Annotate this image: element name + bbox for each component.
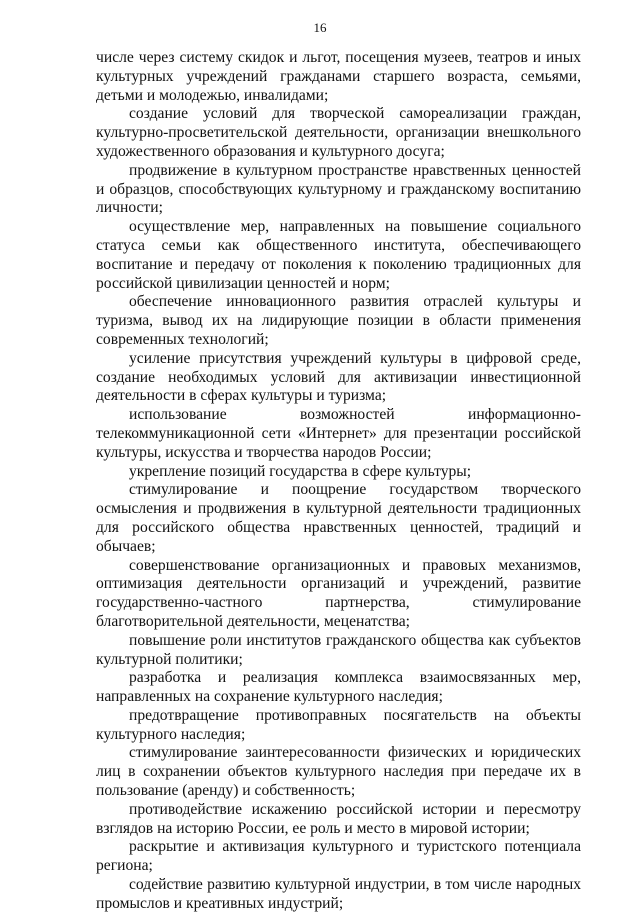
paragraph: осуществление мер, направленных на повышение социального статуса семьи как общественного института, обеспечивающего воспитание и передачу от поколения к поколению традиционных для российской цивилизации ценностей и норм; (96, 218, 581, 292)
paragraph: содействие развитию культурной индустрии, в том числе народных промыслов и креативных индустрий; (96, 876, 581, 912)
paragraph: продвижение в культурном пространстве нравственных ценностей и образцов, способствующих культурному и гражданскому воспитанию личности; (96, 161, 581, 217)
paragraph: укрепление позиций государства в сфере культуры; (129, 462, 472, 480)
paragraph: создание условий для творческой самореализации граждан, культурно-просветительской деятельности, организации внешкольного художественного образования и культурного досуга; (96, 105, 581, 160)
paragraph: числе через систему скидок и льгот, посещения музеев, театров и иных культурных учреждений гражданами старшего возраста, семьями, детьми и молодежью, инвалидами; (96, 49, 581, 104)
document-body (96, 49, 581, 914)
paragraph: разработка и реализация комплекса взаимосвязанных мер, направленных на сохранение культурного наследия; (96, 669, 581, 706)
paragraph: стимулирование и поощрение государством творческого осмысления и продвижения в культурной деятельности традиционных для российского общества нравственных ценностей, традиций и обычаев; (96, 481, 581, 555)
paragraph: использование возможностей информационно-телекоммуникационной сети «Интернет» для презентации российской культуры, искусства и творчества народов России; (96, 406, 581, 461)
paragraph: противодействие искажению российской истории и пересмотру взглядов на историю России, ее роль и место в мировой истории; (96, 800, 581, 837)
paragraph: предотвращение противоправных посягательств на объекты культурного наследия; (96, 706, 581, 743)
paragraph: повышение роли институтов гражданского общества как субъектов культурной политики; (96, 631, 581, 668)
paragraph: обеспечение инновационного развития отраслей культуры и туризма, вывод их на лидирующие позиции в области применения современных технологий; (96, 293, 581, 348)
paragraph: раскрытие и активизация культурного и туристского потенциала региона; (96, 838, 581, 875)
page-number: 16 (313, 20, 327, 35)
paragraph: совершенствование организационных и правовых механизмов, оптимизация деятельности организаций и учреждений, развитие государственно-частного партнерства, стимулирование благотворительной деятельности, меценатства; (96, 556, 581, 630)
paragraph: стимулирование заинтересованности физических и юридических лиц в сохранении объектов культурного наследия при передаче их в пользование (аренду) и собственность; (96, 744, 581, 800)
paragraph: усиление присутствия учреждений культуры в цифровой среде, создание необходимых условий для активизации инвестиционной деятельности в сферах культуры и туризма; (96, 349, 581, 405)
